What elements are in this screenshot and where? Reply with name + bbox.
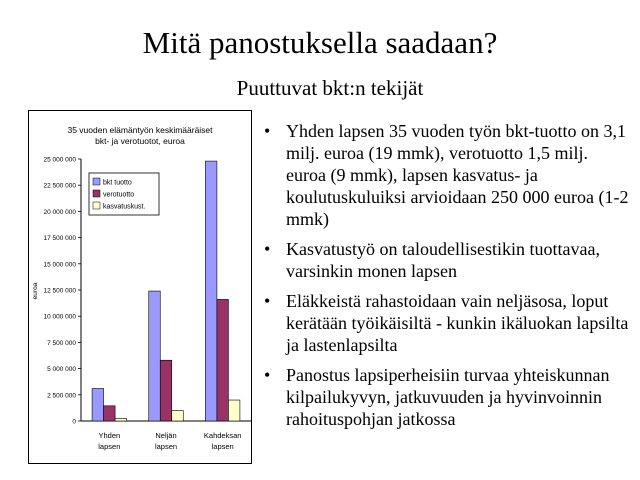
- bar-chart: [29, 111, 251, 463]
- bullet-list: [264, 120, 632, 438]
- y-tick-label: 5 000 000: [47, 366, 76, 374]
- bullet-text: Yhden lapsen 35 vuoden työn bkt-tuotto on 3,1 milj. euroa (19 mmk), verotuotto 1,5 milj. euroa (9 mmk), lapsen kasvatus- ja koulutuskuluiksi arvioidaan 250 000 euroa (1-2 mmk): [286, 121, 629, 229]
- y-axis-label: euroa: [32, 282, 39, 300]
- y-tick-label: 22 500 000: [43, 182, 76, 190]
- bar-bkttuotto: [205, 161, 217, 421]
- chart-title: bkt- ja verotuotot, euroa: [95, 136, 185, 146]
- bar-verotuotto: [160, 360, 172, 421]
- y-tick-label: 10 000 000: [43, 313, 76, 321]
- legend-label: verotuotto: [103, 191, 135, 199]
- slide-subtitle: Puuttuvat bkt:n tekijät: [236, 76, 424, 100]
- chart-title: 35 vuoden elämäntyön keskimääräiset: [67, 125, 213, 135]
- bullet-text: Kasvatustyö on taloudellisestikin tuottavaa, varsinkin monen lapsen: [286, 239, 600, 281]
- bullet-dot: •: [264, 291, 271, 311]
- bullet-item: [264, 238, 632, 282]
- x-tick-label: lapsen: [154, 442, 178, 451]
- bar-bkttuotto: [92, 389, 104, 421]
- x-tick-label: lapsen: [211, 442, 234, 451]
- legend-label: kasvatuskust.: [103, 203, 146, 211]
- bullet-item: [264, 120, 632, 230]
- y-tick-label: 2 500 000: [47, 392, 76, 400]
- bar-kasvatuskust: [172, 411, 184, 421]
- legend-label: bkt tuotto: [103, 179, 132, 187]
- bar-kasvatuskust: [115, 418, 127, 421]
- y-tick-label: 12 500 000: [43, 287, 76, 295]
- y-tick-label: 15 000 000: [43, 261, 76, 269]
- bullet-item: [264, 364, 632, 430]
- y-tick-label: 17 500 000: [43, 235, 76, 243]
- bullet-text: Eläkkeistä rahastoidaan vain neljäsosa, loput kerätään työikäisiltä - kunkin ikäluokan lapsilta ja lastenlapsilta: [286, 291, 629, 355]
- slide-title: Mitä panostuksella saadaan?: [142, 25, 498, 60]
- y-tick-label: 25 000 000: [43, 156, 76, 164]
- bullet-dot: •: [264, 365, 271, 385]
- bar-kasvatuskust: [228, 400, 240, 421]
- y-tick-label: 7 500 000: [47, 339, 76, 347]
- bar-verotuotto: [104, 406, 116, 421]
- y-tick-label: 0: [72, 418, 76, 426]
- chart-panel: [28, 110, 252, 464]
- y-tick-label: 20 000 000: [43, 208, 76, 216]
- bullet-dot: •: [264, 121, 271, 141]
- bar-verotuotto: [217, 299, 229, 421]
- bullet-item: [264, 290, 632, 356]
- bullet-text: Panostus lapsiperheisiin turvaa yhteiskunnan kilpailukyvyn, jatkuvuuden ja hyvinvoinnin rahoituspohjan jatkossa: [286, 365, 610, 429]
- x-tick-label: Kahdeksan: [203, 431, 242, 440]
- legend-swatch: [93, 178, 100, 185]
- legend-swatch: [93, 190, 100, 197]
- x-tick-label: lapsen: [98, 442, 121, 451]
- x-tick-label: Yhden: [98, 431, 121, 440]
- bar-bkttuotto: [149, 291, 161, 421]
- bullet-dot: •: [264, 239, 271, 259]
- x-tick-label: Neljän: [155, 431, 177, 440]
- legend-swatch: [93, 202, 100, 209]
